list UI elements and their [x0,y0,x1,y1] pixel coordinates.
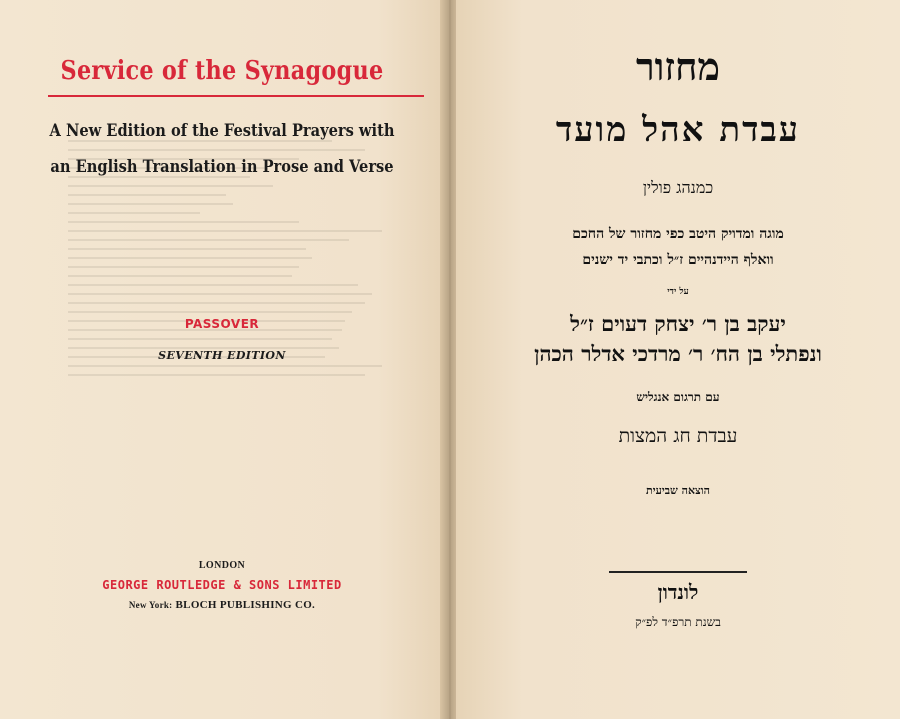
hebrew-service-title: עבדת חג המצות [618,425,738,447]
edition-label: SEVENTH EDITION [158,349,286,362]
hebrew-subtitle: עבדת אהל מועד [555,110,801,150]
us-publisher-prefix: New York: [128,600,173,610]
right-page [456,0,900,719]
hebrew-translation-note: עם תרגום אנגליש [636,390,720,404]
hebrew-city: לונדון [657,580,699,604]
us-publisher-name: BLOCH PUBLISHING CO. [175,599,316,611]
hebrew-author-line-2: ונפתלי בן הח׳ ר׳ מרדכי אדלר הכהן [534,341,822,366]
publisher-name: GEORGE ROUTLEDGE & SONS LIMITED [102,578,342,592]
hebrew-year: בשנת תרפ״ד לפ״ק [635,615,721,629]
hebrew-description-line-2: וואלף היידנהיים ז״ל וכתבי יד ישנים [582,252,774,268]
section-label: PASSOVER [184,317,260,331]
title-underline [48,95,424,97]
hebrew-author-line-1: יעקב בן ר׳ יצחק דעוים ז״ל [570,311,786,336]
hebrew-by: על ידי [667,287,689,297]
hebrew-description-line-1: מוגה ומדויק היטב כפי מחזור של החכם [572,226,784,242]
publisher-city: LONDON [198,560,246,571]
english-subtitle-line-2: an English Translation in Prose and Verse [50,157,394,177]
hebrew-edition: הוצאה שביעית [646,484,710,497]
hebrew-custom: כמנהג פולין [642,178,714,197]
hebrew-divider [609,571,747,573]
left-page [0,0,444,719]
hebrew-title: מחזור [636,44,720,89]
english-subtitle-line-1: A New Edition of the Festival Prayers with [49,121,395,141]
english-title: Service of the Synagogue [60,56,384,86]
us-publisher-line [0,599,444,611]
